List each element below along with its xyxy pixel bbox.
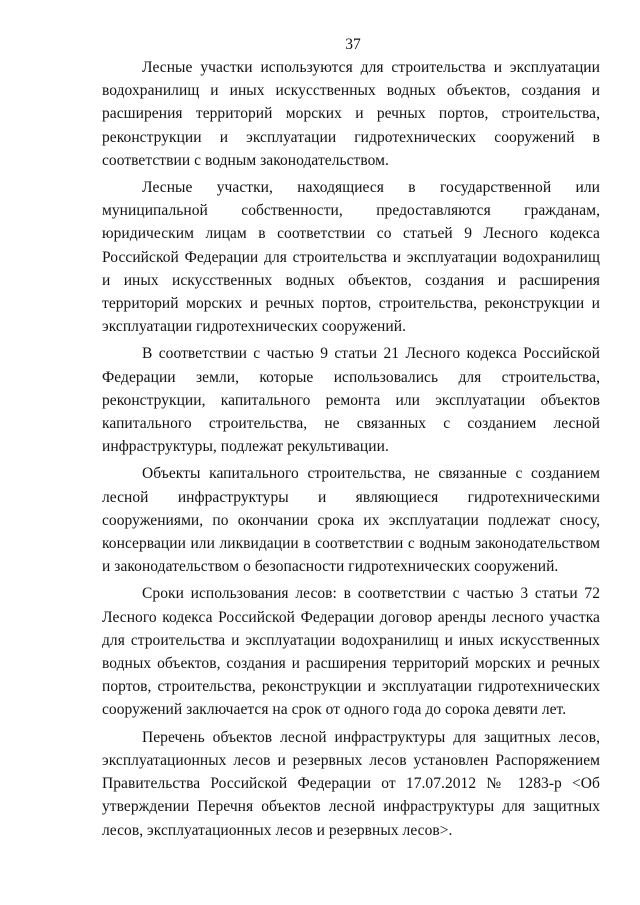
paragraph-hydrotechnical-objects: Объекты капитального строительства, не связанные с созданием лесной инфраструктуры и являющиеся гидротехническими сооружениями, по окончании срока их эксплуатации подлежат сносу, консервации или ликвидации в соответствии с водным законодательством и законодательством о безопасности гидротехнических сооружений.	[102, 465, 600, 576]
paragraph-land-recultivation: В соответствии с частью 9 статьи 21 Лесного кодекса Российской Федерации земли, которые использовались для строительства, реконструкции, капитального ремонта или эксплуатации объектов капитального строительства, не связанных с созданием лесной инфраструктуры, подлежат рекультивации.	[102, 345, 600, 456]
paragraph-forest-plots-usage: Лесные участки используются для строительства и эксплуатации водохранилищ и иных искусственных водных объектов, создания и расширения территорий морских и речных портов, строительства, реконструкции и эксплуатации гидротехнических сооружений в соответствии с водным законодательством.	[102, 59, 600, 169]
document-page	[102, 34, 600, 842]
paragraph-usage-terms: Сроки использования лесов: в соответствии с частью 3 статьи 72 Лесного кодекса Российской Федерации договор аренды лесного участка для строительства и эксплуатации водохранилищ и иных искусственных водных объектов, создания и расширения территорий морских и речных портов, строительства, реконструкции и эксплуатации гидротехнических сооружений заключается на срок от одного года до сорока девяти лет.	[102, 585, 600, 719]
paragraph-infrastructure-list: Перечень объектов лесной инфраструктуры для защитных лесов, эксплуатационных лесов и резервных лесов установлен Распоряжением Правительства Российской Федерации от 17.07.2012 № 1283-р <Об утверждении Перечня объектов лесной инфраструктуры для защитных лесов, эксплуатационных лесов и резервных лесов>.	[102, 728, 600, 839]
page-number: 37	[345, 36, 361, 53]
paragraph-forest-plots-provision: Лесные участки, находящиеся в государственной или муниципальной собственности, предоставляются гражданам, юридическим лицам в соответствии со статьей 9 Лесного кодекса Российской Федерации для строительства и эксплуатации водохранилищ и иных искусственных водных объектов, создания и расширения территорий морских и речных портов, строительства, реконструкции и эксплуатации гидротехнических сооружений.	[102, 179, 600, 336]
